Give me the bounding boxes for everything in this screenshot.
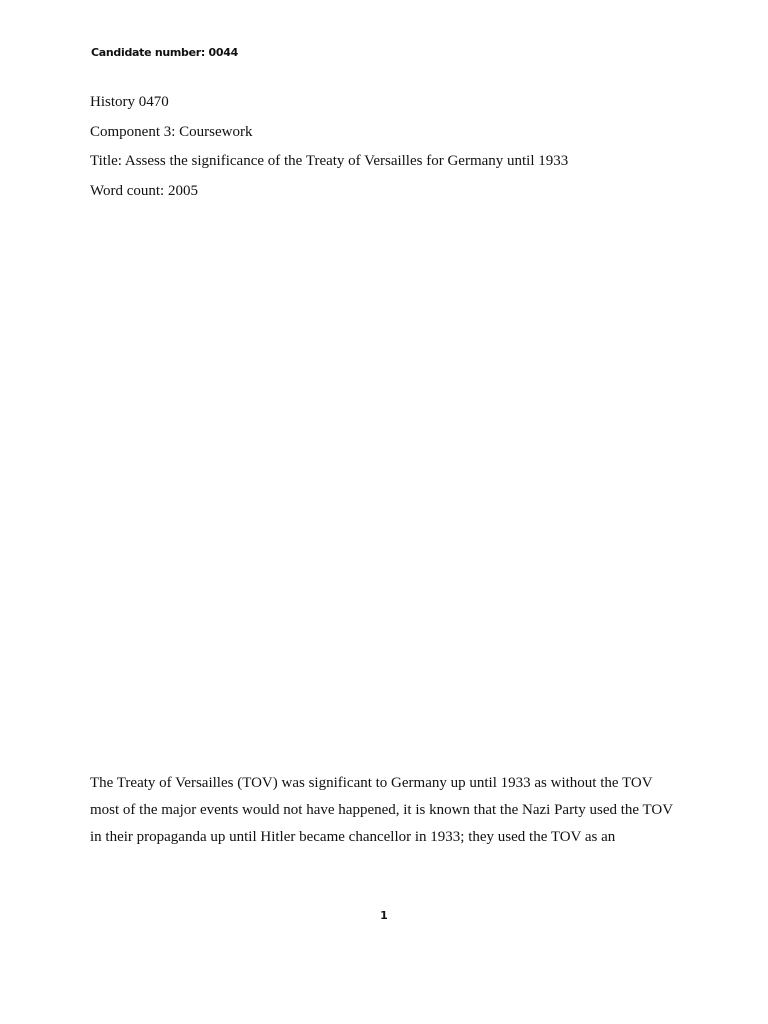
subject-line: History 0470: [90, 94, 169, 110]
body-text-line: The Treaty of Versailles (TOV) was significant to Germany up until 1933 as without the TOV: [90, 775, 653, 791]
candidate-number-header: Candidate number: 0044: [91, 46, 238, 59]
component-line: Component 3: Coursework: [90, 124, 253, 140]
body-text-line: in their propaganda up until Hitler became chancellor in 1933; they used the TOV as an: [90, 829, 616, 845]
page-number: 1: [380, 909, 388, 922]
word-count-line: Word count: 2005: [90, 183, 198, 199]
body-text-line: most of the major events would not have happened, it is known that the Nazi Party used the TOV: [90, 802, 674, 818]
essay-title-line: Title: Assess the significance of the Treaty of Versailles for Germany until 1933: [90, 153, 569, 169]
